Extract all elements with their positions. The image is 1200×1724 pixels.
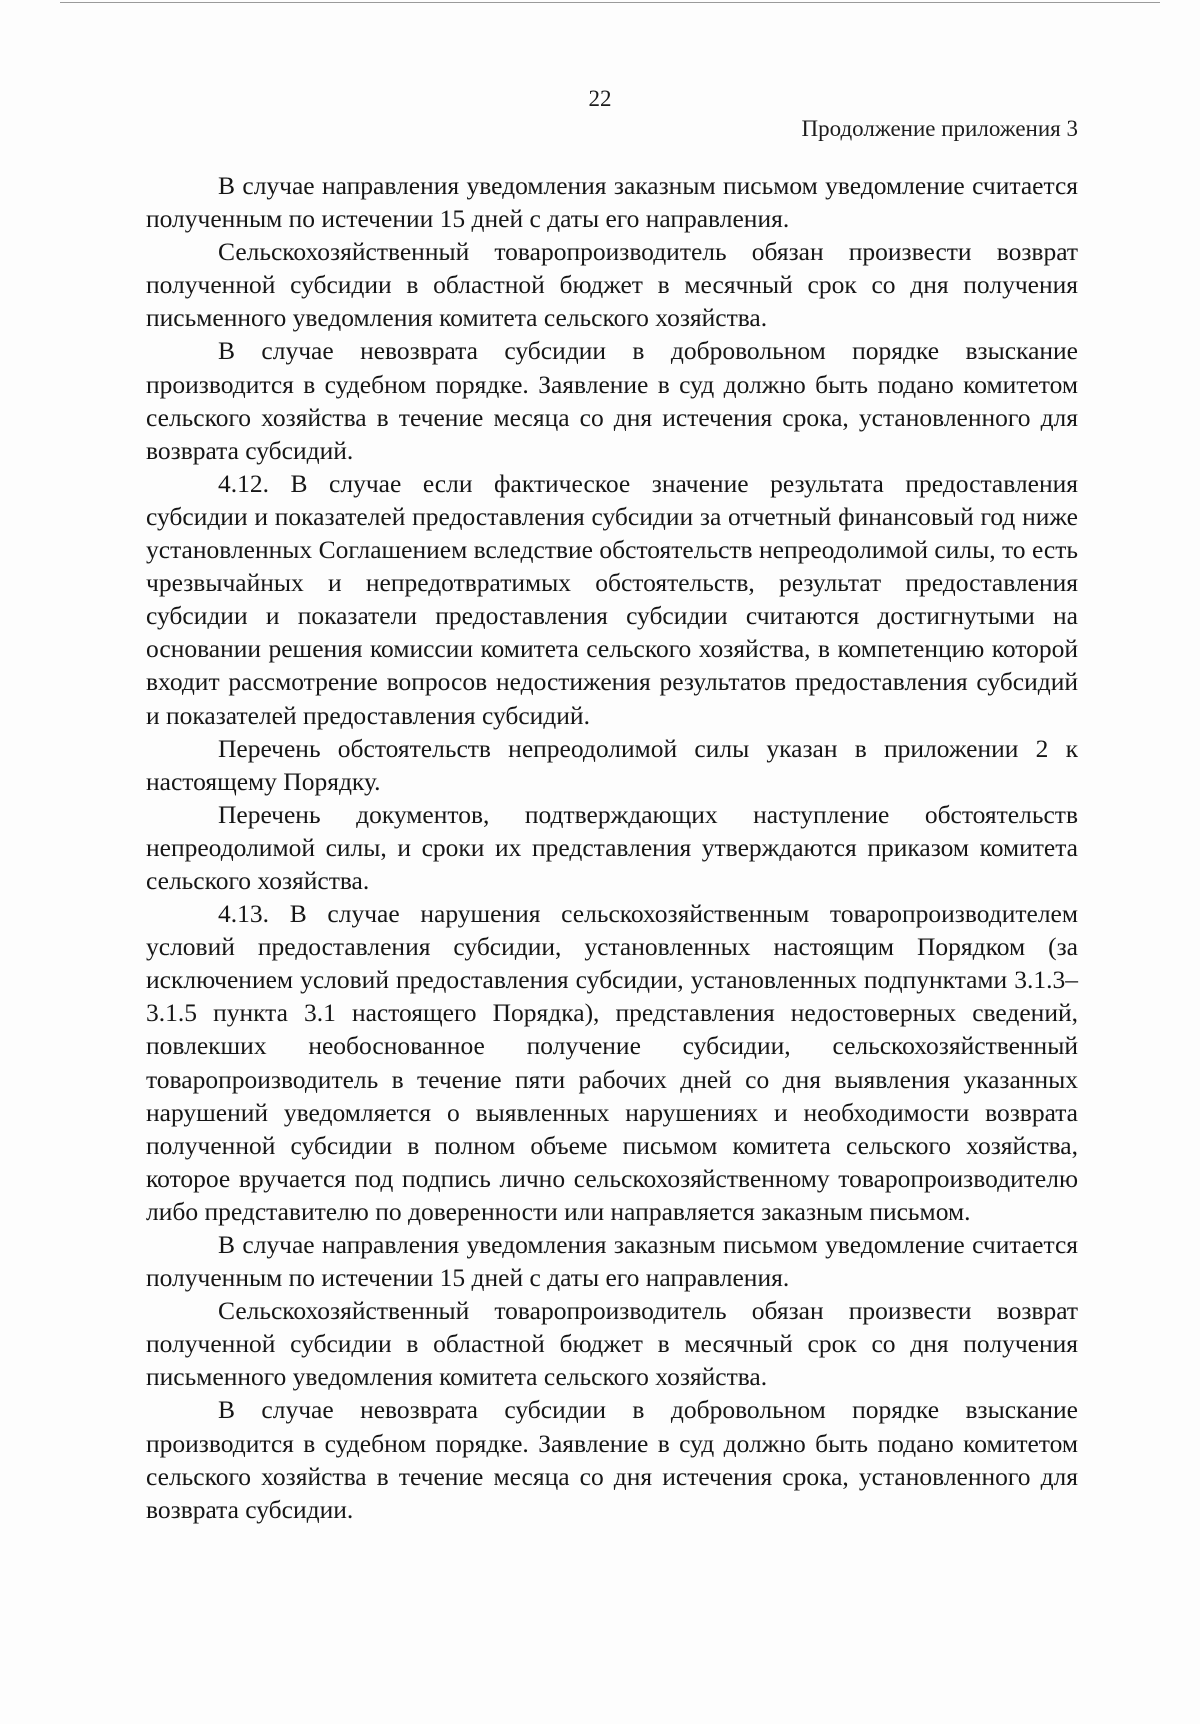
- paragraph: Сельскохозяйственный товаропроизводитель обязан произвести возврат полученной субсидии в областной бюджет в месячный срок со дня получения письменного уведомления комитета сельского хозяйства.: [146, 1296, 1078, 1392]
- paragraph-clause-4-13: 4.13. В случае нарушения сельскохозяйственным товаропроизводителем условий предоставления субсидии, установленных настоящим Порядком (за исключением условий предоставления субсидии, установленных подпунктами 3.1.3–3.1.5 пункта 3.1 настоящего Порядка), представления недостоверных сведений, повлекших необоснованное получение субсидии, сельскохозяйственный товаропроизводитель в течение пяти рабочих дней со дня выявления указанных нарушений уведомляется о выявленных нарушениях и необходимости возврата полученной субсидии в полном объеме письмом комитета сельского хозяйства, которое вручается под подпись лично сельскохозяйственному товаропроизводителю либо представителю по доверенности или направляется заказным письмом.: [146, 899, 1078, 1226]
- document-body: [146, 169, 1078, 1526]
- paragraph: В случае направления уведомления заказным письмом уведомление считается полученным по истечении 15 дней с даты его направления.: [146, 1230, 1078, 1293]
- paragraph: В случае направления уведомления заказным письмом уведомление считается полученным по истечении 15 дней с даты его направления.: [146, 171, 1078, 234]
- paragraph: Перечень документов, подтверждающих наступление обстоятельств непреодолимой силы, и сроки их представления утверждаются приказом комитета сельского хозяйства.: [146, 799, 1078, 895]
- appendix-continuation-label: Продолжение приложения 3: [801, 116, 1078, 141]
- paragraph: Перечень обстоятельств непреодолимой силы указан в приложении 2 к настоящему Порядку.: [146, 733, 1078, 796]
- paragraph: В случае невозврата субсидии в добровольном порядке взыскание производится в судебном порядке. Заявление в суд должно быть подано комитетом сельского хозяйства в течение месяца со дня истечения срока, установленного для возврата субсидии.: [146, 1395, 1078, 1524]
- paragraph: В случае невозврата субсидии в добровольном порядке взыскание производится в судебном порядке. Заявление в суд должно быть подано комитетом сельского хозяйства в течение месяца со дня истечения срока, установленного для возврата субсидий.: [146, 336, 1078, 465]
- top-edge-line: [60, 2, 1160, 3]
- page-number: 22: [588, 86, 612, 111]
- paragraph-clause-4-12: 4.12. В случае если фактическое значение результата предоставления субсидии и показателей предоставления субсидии за отчетный финансовый год ниже установленных Соглашением вследствие обстоятельств непреодолимой силы, то есть чрезвычайных и непредотвратимых обстоятельств, результат предоставления субсидии и показатели предоставления субсидии считаются достигнутыми на основании решения комиссии комитета сельского хозяйства, в компетенцию которой входит рассмотрение вопросов недостижения результатов предоставления субсидий и показателей предоставления субсидий.: [146, 468, 1078, 730]
- paragraph: Сельскохозяйственный товаропроизводитель обязан произвести возврат полученной субсидии в областной бюджет в месячный срок со дня получения письменного уведомления комитета сельского хозяйства.: [146, 237, 1078, 333]
